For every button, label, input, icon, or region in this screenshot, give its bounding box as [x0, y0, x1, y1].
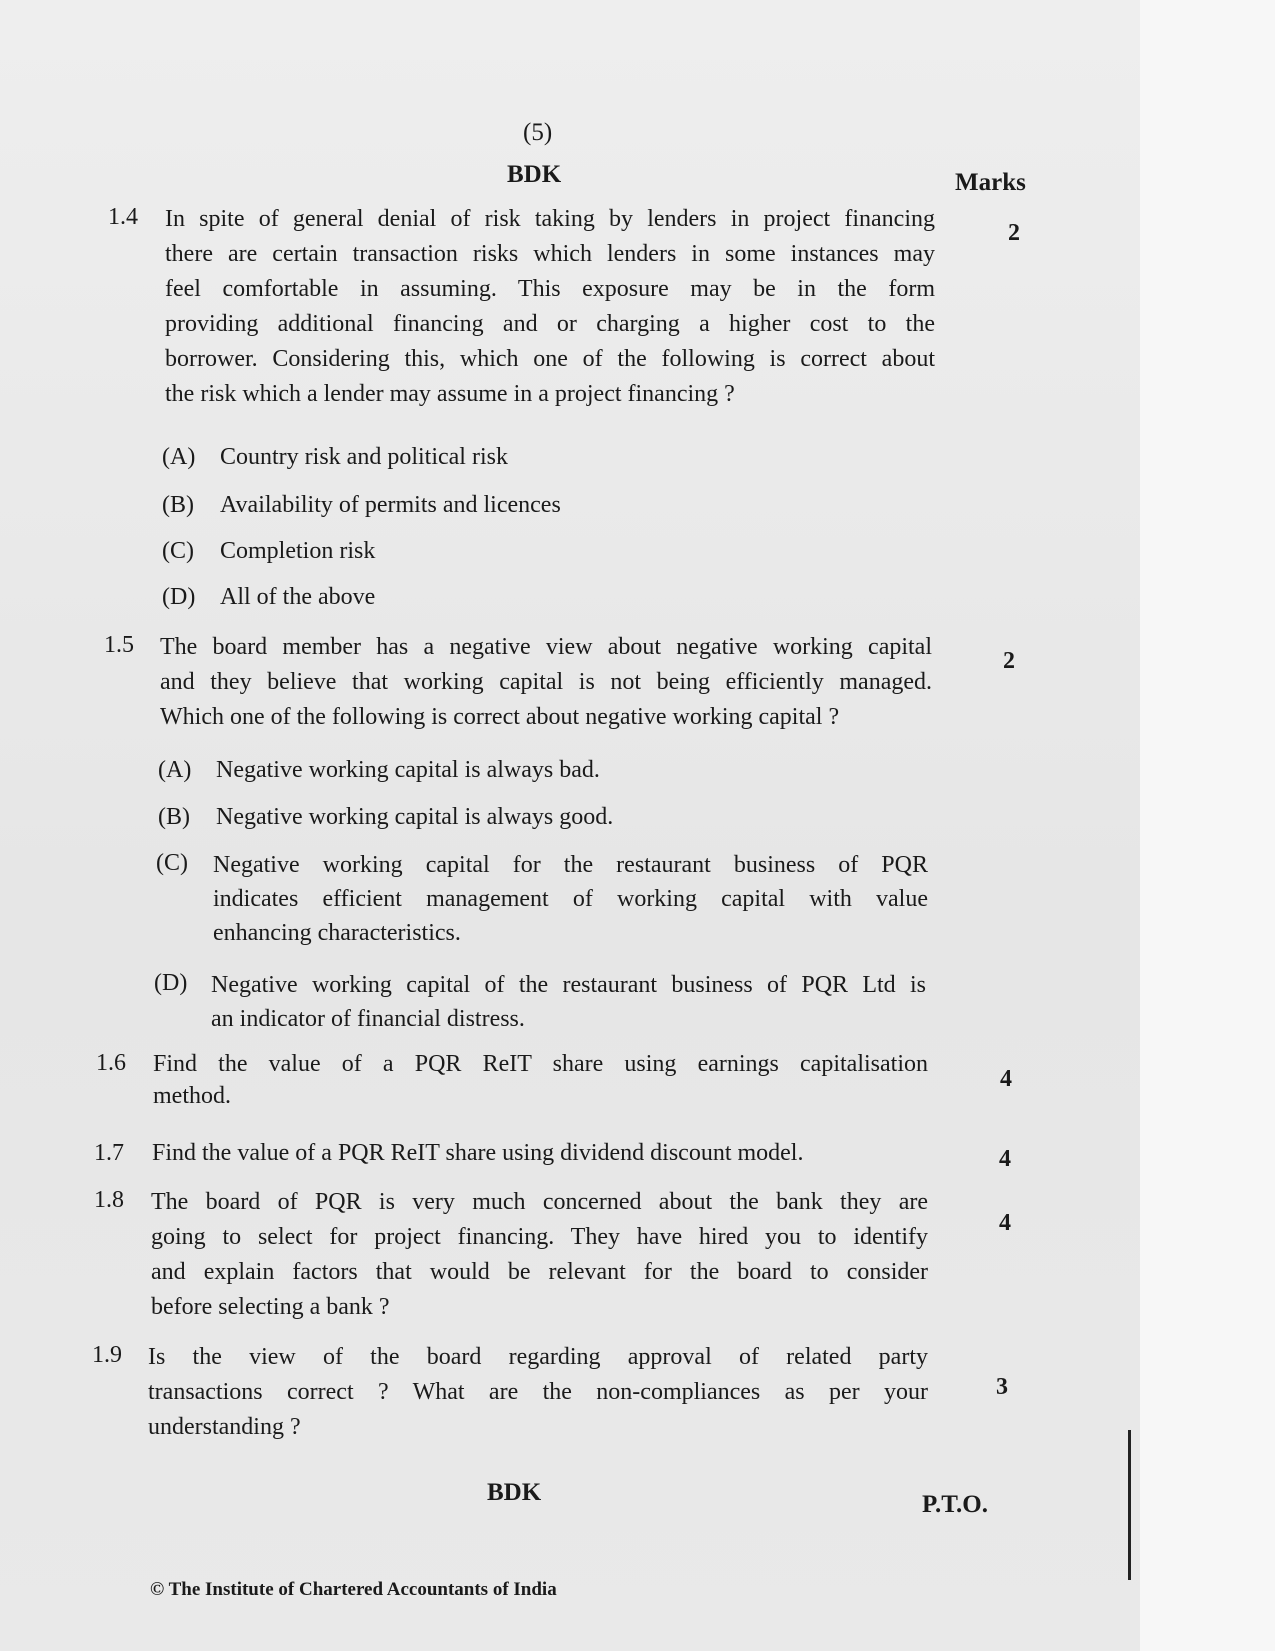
question-number-1-6: 1.6	[96, 1050, 126, 1076]
question-line: there are certain transaction risks which lenders in some instances may	[165, 241, 935, 267]
marks-1-4: 2	[1008, 220, 1020, 246]
option-c	[162, 536, 375, 566]
marks-1-9: 3	[996, 1374, 1008, 1400]
question-line: Is the view of the board regarding approval of related party	[148, 1344, 928, 1370]
question-text-1-9	[148, 1340, 928, 1445]
marks-1-7: 4	[999, 1146, 1011, 1172]
option-text: Negative working capital is always good.	[216, 804, 614, 830]
question-line: Which one of the following is correct about negative working capital ?	[160, 704, 840, 730]
question-text-1-8	[151, 1185, 928, 1325]
marks-1-6: 4	[1000, 1066, 1012, 1092]
question-line: The board member has a negative view about negative working capital	[160, 634, 932, 660]
question-text-1-4	[165, 202, 935, 412]
question-line: understanding ?	[148, 1414, 301, 1440]
option-a	[162, 442, 508, 472]
page-number: (5)	[523, 119, 553, 146]
option-line: Negative working capital for the restaurant business of PQR	[213, 852, 928, 878]
question-line: In spite of general denial of risk taking by lenders in project financing	[165, 206, 935, 232]
option-line: indicates efficient management of working capital with value	[213, 886, 928, 912]
question-line: feel comfortable in assuming. This exposure may be in the form	[165, 276, 935, 302]
scan-edge-line	[1128, 1430, 1131, 1580]
question-number-1-5: 1.5	[104, 632, 134, 658]
option-line: an indicator of financial distress.	[211, 1006, 525, 1032]
pto-label: P.T.O.	[922, 1491, 988, 1518]
option-b	[158, 802, 613, 832]
question-line: method.	[153, 1083, 231, 1109]
option-d	[162, 582, 375, 612]
scan-margin	[1140, 0, 1275, 1651]
question-line: and they believe that working capital is not being efficiently managed.	[160, 669, 932, 695]
option-line: enhancing characteristics.	[213, 920, 461, 946]
question-line: borrower. Considering this, which one of the following is correct about	[165, 346, 935, 372]
option-d-text	[211, 968, 926, 1036]
option-label: (A)	[158, 757, 192, 783]
option-label: (C)	[162, 538, 194, 564]
option-text: Negative working capital is always bad.	[216, 757, 600, 783]
option-label: (B)	[162, 492, 194, 518]
option-text: Country risk and political risk	[220, 444, 508, 470]
question-line: and explain factors that would be relevant for the board to consider	[151, 1259, 928, 1285]
option-text: Completion risk	[220, 538, 376, 564]
option-label: (C)	[156, 850, 188, 876]
option-text: Availability of permits and licences	[220, 492, 561, 518]
question-line: The board of PQR is very much concerned about the bank they are	[151, 1189, 928, 1215]
question-text-1-6	[153, 1048, 928, 1112]
option-label: (A)	[162, 444, 196, 470]
marks-1-8: 4	[999, 1210, 1011, 1236]
question-number-1-9: 1.9	[92, 1342, 122, 1368]
question-line: Find the value of a PQR ReIT share using earnings capitalisation	[153, 1051, 928, 1077]
option-b	[162, 490, 561, 520]
copyright-notice: © The Institute of Chartered Accountants of India	[150, 1579, 557, 1600]
marks-1-5: 2	[1003, 648, 1015, 674]
option-c-text	[213, 848, 928, 950]
option-label: (D)	[162, 584, 196, 610]
option-label: (D)	[154, 970, 188, 996]
question-number-1-7: 1.7	[94, 1140, 124, 1166]
question-number-1-8: 1.8	[94, 1187, 124, 1213]
paper-code-footer: BDK	[487, 1479, 542, 1506]
question-line: before selecting a bank ?	[151, 1294, 390, 1320]
question-line: going to select for project financing. They have hired you to identify	[151, 1224, 928, 1250]
question-line: transactions correct ? What are the non-compliances as per your	[148, 1379, 928, 1405]
question-text-1-5	[160, 630, 932, 735]
option-line: Negative working capital of the restaurant business of PQR Ltd is	[211, 972, 926, 998]
question-line: providing additional financing and or charging a higher cost to the	[165, 311, 935, 337]
question-line: the risk which a lender may assume in a project financing ?	[165, 381, 735, 407]
option-text: All of the above	[220, 584, 376, 610]
paper-code-header: BDK	[507, 161, 562, 188]
option-a	[158, 755, 600, 785]
question-number-1-4: 1.4	[108, 204, 138, 230]
question-text-1-7: Find the value of a PQR ReIT share using dividend discount model.	[152, 1140, 804, 1166]
marks-heading: Marks	[955, 169, 1026, 196]
option-label: (B)	[158, 804, 190, 830]
